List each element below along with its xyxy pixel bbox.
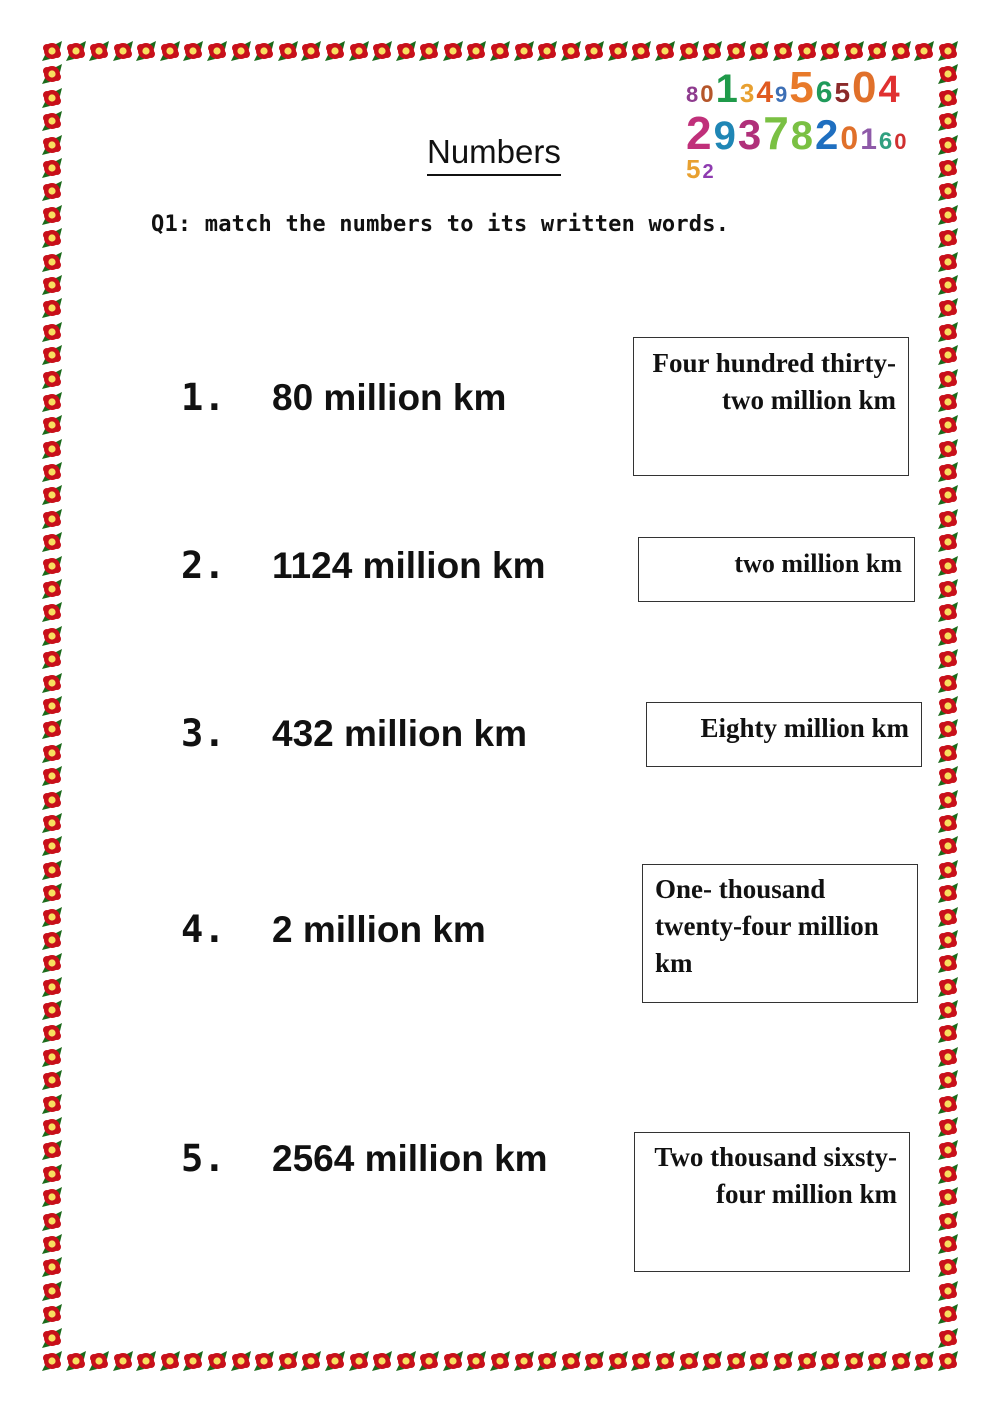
flower-icon — [395, 1350, 417, 1372]
flower-icon — [937, 1046, 959, 1068]
flower-icon — [41, 578, 63, 600]
flower-icon — [937, 648, 959, 670]
flower-icon — [348, 1350, 370, 1372]
flower-icon — [41, 1163, 63, 1185]
flower-icon — [41, 601, 63, 623]
flower-icon — [937, 695, 959, 717]
digit-graphic: 0 — [894, 129, 907, 154]
flower-icon — [465, 1350, 487, 1372]
flower-icon — [890, 40, 912, 62]
digit-graphic: 6 — [815, 76, 833, 109]
flower-icon — [748, 40, 770, 62]
flower-icon — [725, 40, 747, 62]
flower-icon — [41, 368, 63, 390]
flower-icon — [937, 204, 959, 226]
word-box-2[interactable]: two million km — [638, 537, 915, 602]
flower-icon — [230, 40, 252, 62]
flower-icon — [937, 134, 959, 156]
flower-icon — [159, 1350, 181, 1372]
flower-icon — [41, 391, 63, 413]
flower-icon — [937, 1186, 959, 1208]
flower-icon — [890, 1350, 912, 1372]
item-number: 1. — [181, 376, 226, 419]
flower-icon — [866, 40, 888, 62]
flower-icon — [678, 40, 700, 62]
flower-icon — [41, 929, 63, 951]
flower-icon — [937, 742, 959, 764]
digit-graphic: 0 — [852, 66, 877, 112]
digit-graphic: 7 — [763, 107, 789, 159]
flower-icon — [937, 87, 959, 109]
flower-icon — [583, 1350, 605, 1372]
digit-graphic: 8 — [686, 82, 699, 107]
flower-icon — [277, 1350, 299, 1372]
item-1 — [181, 376, 506, 419]
flower-icon — [41, 718, 63, 740]
flower-icon — [796, 40, 818, 62]
flower-icon — [937, 508, 959, 530]
flower-icon — [41, 1186, 63, 1208]
flower-icon — [489, 1350, 511, 1372]
flower-icon — [253, 1350, 275, 1372]
flower-icon — [937, 63, 959, 85]
flower-icon — [937, 1116, 959, 1138]
flower-icon — [442, 1350, 464, 1372]
flower-icon — [41, 251, 63, 273]
flower-icon — [88, 40, 110, 62]
item-value: 1124 million km — [272, 545, 546, 586]
digit-graphic: 5 — [686, 154, 701, 184]
flower-icon — [371, 40, 393, 62]
flower-icon — [937, 414, 959, 436]
digit-graphic: 0 — [700, 81, 714, 108]
digit-graphic: 6 — [878, 128, 893, 155]
flower-icon — [41, 1069, 63, 1091]
flower-icon — [88, 1350, 110, 1372]
digit-graphic: 8 — [790, 114, 814, 158]
flower-icon — [41, 1327, 63, 1349]
flower-icon — [913, 1350, 935, 1372]
digit-graphic: 5 — [789, 66, 814, 112]
item-number: 3. — [181, 712, 226, 755]
flower-icon — [937, 531, 959, 553]
flower-icon — [41, 835, 63, 857]
flower-icon — [395, 40, 417, 62]
flower-icon — [41, 952, 63, 974]
flower-icon — [41, 1116, 63, 1138]
flower-icon — [937, 789, 959, 811]
flower-icon — [41, 789, 63, 811]
flower-icon — [41, 695, 63, 717]
digit-graphic: 3 — [737, 111, 762, 158]
page-title: Numbers — [427, 132, 561, 176]
flower-icon — [937, 672, 959, 694]
flower-icon — [937, 157, 959, 179]
digit-graphic: 5 — [834, 77, 851, 108]
item-value: 432 million km — [272, 713, 527, 754]
flower-icon — [41, 531, 63, 553]
item-number: 2. — [181, 544, 226, 587]
flower-icon — [65, 1350, 87, 1372]
flower-icon — [41, 40, 63, 62]
flower-icon — [41, 297, 63, 319]
flower-icon — [913, 40, 935, 62]
flower-icon — [937, 461, 959, 483]
flower-icon — [937, 835, 959, 857]
digit-graphic: 4 — [756, 76, 774, 109]
digit-graphic: 2 — [702, 161, 714, 183]
flower-icon — [937, 321, 959, 343]
flower-icon — [937, 368, 959, 390]
flower-icon — [206, 1350, 228, 1372]
flower-icon — [607, 1350, 629, 1372]
flower-icon — [937, 180, 959, 202]
word-box-5[interactable]: Two thousand sixsty-four million km — [634, 1132, 910, 1272]
word-box-1[interactable]: Four hundred thirty-two million km — [633, 337, 909, 476]
flower-icon — [937, 1163, 959, 1185]
flower-icon — [230, 1350, 252, 1372]
flower-icon — [937, 999, 959, 1021]
flower-icon — [796, 1350, 818, 1372]
flower-icon — [41, 999, 63, 1021]
flower-icon — [112, 40, 134, 62]
flower-icon — [937, 1139, 959, 1161]
flower-icon — [41, 1093, 63, 1115]
digit-graphic: 3 — [739, 78, 755, 108]
flower-icon — [937, 859, 959, 881]
word-box-4[interactable]: One- thousand twenty-four million km — [642, 864, 918, 1003]
flower-icon — [41, 672, 63, 694]
flower-icon — [41, 859, 63, 881]
flower-icon — [41, 1303, 63, 1325]
flower-icon — [41, 508, 63, 530]
item-number: 5. — [181, 1137, 226, 1180]
flower-icon — [41, 344, 63, 366]
flower-icon — [182, 1350, 204, 1372]
flower-icon — [748, 1350, 770, 1372]
flower-icon — [300, 1350, 322, 1372]
flower-icon — [206, 40, 228, 62]
flower-icon — [937, 625, 959, 647]
flower-icon — [701, 1350, 723, 1372]
flower-icon — [937, 929, 959, 951]
flower-icon — [937, 1280, 959, 1302]
flower-icon — [937, 40, 959, 62]
flower-icon — [41, 976, 63, 998]
flower-icon — [41, 1280, 63, 1302]
flower-icon — [937, 344, 959, 366]
flower-icon — [560, 40, 582, 62]
flower-icon — [560, 1350, 582, 1372]
flower-icon — [41, 1046, 63, 1068]
flower-icon — [41, 414, 63, 436]
flower-icon — [937, 1327, 959, 1349]
flower-icon — [819, 40, 841, 62]
flower-icon — [41, 134, 63, 156]
flower-icon — [135, 1350, 157, 1372]
flower-icon — [725, 1350, 747, 1372]
flower-icon — [937, 484, 959, 506]
flower-icon — [41, 321, 63, 343]
flower-icon — [630, 1350, 652, 1372]
flower-icon — [937, 882, 959, 904]
flower-icon — [937, 906, 959, 928]
flower-icon — [41, 227, 63, 249]
flower-icon — [937, 555, 959, 577]
flower-icon — [159, 40, 181, 62]
flower-icon — [772, 1350, 794, 1372]
flower-icon — [41, 906, 63, 928]
flower-icon — [937, 1022, 959, 1044]
item-2 — [181, 544, 546, 587]
digit-graphic: 0 — [840, 120, 859, 156]
flower-icon — [324, 40, 346, 62]
flower-icon — [937, 110, 959, 132]
flower-icon — [371, 1350, 393, 1372]
flower-icon — [607, 40, 629, 62]
flower-icon — [654, 1350, 676, 1372]
flower-icon — [300, 40, 322, 62]
item-5 — [181, 1137, 548, 1180]
flower-icon — [937, 297, 959, 319]
flower-icon — [937, 274, 959, 296]
flower-icon — [41, 1350, 63, 1372]
flower-icon — [536, 40, 558, 62]
flower-icon — [937, 952, 959, 974]
flower-icon — [41, 555, 63, 577]
item-value: 2564 million km — [272, 1138, 548, 1179]
flower-icon — [701, 40, 723, 62]
flower-icon — [442, 40, 464, 62]
flower-icon — [937, 1256, 959, 1278]
flower-icon — [41, 157, 63, 179]
digit-graphic: 2 — [815, 111, 839, 158]
flower-icon — [348, 40, 370, 62]
item-4 — [181, 908, 486, 951]
flower-icon — [937, 812, 959, 834]
flower-icon — [41, 1256, 63, 1278]
flower-icon — [41, 204, 63, 226]
item-3 — [181, 712, 527, 755]
flower-icon — [253, 40, 275, 62]
flower-icon — [41, 1139, 63, 1161]
flower-icon — [937, 718, 959, 740]
flower-icon — [536, 1350, 558, 1372]
colorful-numbers-image — [686, 66, 908, 206]
flower-icon — [41, 625, 63, 647]
flower-icon — [41, 180, 63, 202]
flower-icon — [843, 1350, 865, 1372]
flower-icon — [937, 1233, 959, 1255]
flower-icon — [41, 1022, 63, 1044]
flower-icon — [654, 40, 676, 62]
flower-icon — [41, 882, 63, 904]
flower-icon — [937, 251, 959, 273]
flower-icon — [135, 40, 157, 62]
flower-icon — [513, 1350, 535, 1372]
digit-graphic: 1 — [715, 67, 738, 111]
item-number: 4. — [181, 908, 226, 951]
flower-icon — [772, 40, 794, 62]
flower-icon — [41, 484, 63, 506]
flower-icon — [112, 1350, 134, 1372]
flower-icon — [324, 1350, 346, 1372]
flower-icon — [937, 1350, 959, 1372]
flower-icon — [678, 1350, 700, 1372]
question-instruction: Q1: match the numbers to its written words. — [151, 212, 730, 237]
flower-icon — [41, 110, 63, 132]
flower-icon — [937, 976, 959, 998]
flower-icon — [937, 1303, 959, 1325]
flower-icon — [418, 40, 440, 62]
flower-icon — [819, 1350, 841, 1372]
flower-icon — [937, 1093, 959, 1115]
flower-icon — [41, 742, 63, 764]
flower-icon — [937, 1069, 959, 1091]
flower-icon — [937, 601, 959, 623]
flower-icon — [937, 765, 959, 787]
flower-icon — [41, 1233, 63, 1255]
flower-icon — [843, 40, 865, 62]
digit-graphic: 4 — [878, 69, 900, 111]
flower-icon — [41, 765, 63, 787]
item-value: 2 million km — [272, 909, 486, 950]
flower-icon — [583, 40, 605, 62]
digit-graphic: 2 — [686, 107, 712, 159]
flower-icon — [41, 87, 63, 109]
digit-graphic: 1 — [860, 123, 877, 156]
flower-icon — [937, 227, 959, 249]
digit-graphic: 9 — [713, 114, 736, 158]
flower-icon — [513, 40, 535, 62]
flower-icon — [41, 812, 63, 834]
word-box-3[interactable]: Eighty million km — [646, 702, 922, 767]
flower-icon — [937, 391, 959, 413]
digit-graphic: 9 — [775, 82, 788, 107]
flower-icon — [41, 438, 63, 460]
flower-icon — [41, 648, 63, 670]
item-value: 80 million km — [272, 377, 507, 418]
flower-icon — [630, 40, 652, 62]
flower-icon — [182, 40, 204, 62]
flower-icon — [937, 578, 959, 600]
flower-icon — [41, 274, 63, 296]
flower-icon — [465, 40, 487, 62]
flower-icon — [41, 461, 63, 483]
flower-icon — [489, 40, 511, 62]
flower-icon — [277, 40, 299, 62]
flower-icon — [866, 1350, 888, 1372]
flower-icon — [937, 1210, 959, 1232]
flower-icon — [41, 1210, 63, 1232]
flower-icon — [937, 438, 959, 460]
flower-icon — [65, 40, 87, 62]
flower-icon — [41, 63, 63, 85]
flower-icon — [418, 1350, 440, 1372]
